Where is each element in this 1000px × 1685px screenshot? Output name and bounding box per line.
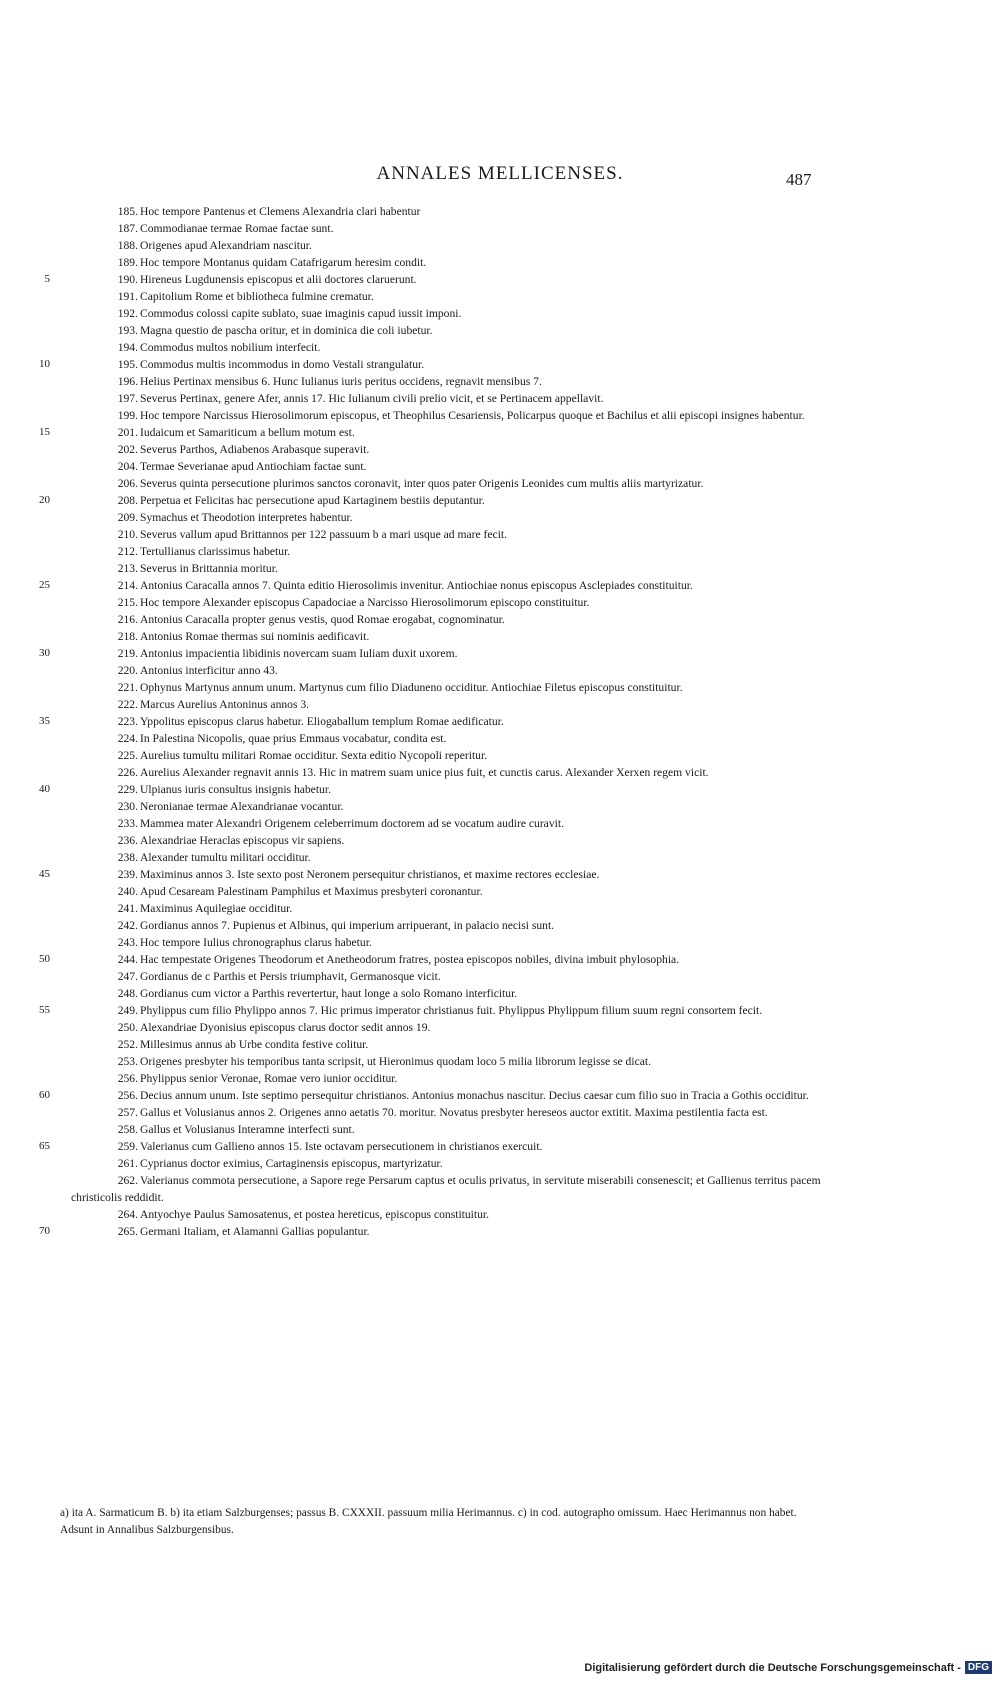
entry-text: Marcus Aurelius Antoninus annos 3. [140, 698, 310, 711]
annal-entry [0, 254, 1000, 271]
entry-year: 256. [117, 1072, 138, 1085]
dfg-logo: DFG [965, 1661, 992, 1674]
annal-entries [0, 203, 1000, 1240]
entry-text: Yppolitus episcopus clarus habetur. Eliogaballum templum Romae aedificatur. [140, 715, 504, 728]
entry-text: Mammea mater Alexandri Origenem celeberrimum doctorem ad se vocatum audire curavit. [140, 817, 564, 830]
annal-entry [0, 475, 1000, 492]
annal-entry [0, 815, 1000, 832]
annal-entry [0, 492, 1000, 509]
entry-text: Severus in Brittannia moritur. [140, 562, 278, 575]
entry-text: Maximinus annos 3. Iste sexto post Neronem persequitur christianos, et maxime rectores ecclesiae. [140, 868, 600, 881]
annal-entry [0, 1172, 1000, 1206]
annal-entry [0, 322, 1000, 339]
margin-line-number: 70 [39, 1225, 50, 1237]
entry-year: 214. [117, 579, 138, 592]
entry-year: 249. [117, 1004, 138, 1017]
entry-year: 261. [117, 1157, 138, 1170]
entry-text: Maximinus Aquilegiae occiditur. [140, 902, 293, 915]
annal-entry [0, 696, 1000, 713]
entry-year: 220. [117, 664, 138, 677]
entry-year: 257. [117, 1106, 138, 1119]
annal-entry [0, 917, 1000, 934]
entry-year: 189. [117, 256, 138, 269]
entry-text: Severus Pertinax, genere Afer, annis 17. Hic Iulianum civili prelio vicit, et se Pertinacem appellavit. [140, 392, 604, 405]
entry-year: 247. [117, 970, 138, 983]
entry-year: 185. [117, 205, 138, 218]
entry-text: Antonius Caracalla annos 7. Quinta editio Hierosolimis invenitur. Antiochiae nonus episcopus Asclepiades constituitur. [140, 579, 693, 592]
entry-text: Antyochye Paulus Samosatenus, et postea hereticus, episcopus constituitur. [140, 1208, 490, 1221]
footnotes: a) ita A. Sarmaticum B. b) ita etiam Salzburgenses; passus B. CXXXII. passuum milia Herimannus. c) in cod. autographo omissum. Haec Herimannus non habet. Adsunt in Annalibus Salzburgensibus. [60, 1507, 797, 1536]
entry-text: Aurelius tumultu militari Romae occiditur. Sexta editio Nycopoli reperitur. [140, 749, 488, 762]
entry-year: 188. [117, 239, 138, 252]
annal-entry [0, 849, 1000, 866]
entry-text: Hac tempestate Origenes Theodorum et Anetheodorum fratres, postea episcopos nobiles, divina imbuit phylosophia. [140, 953, 680, 966]
entry-year: 210. [117, 528, 138, 541]
entry-text: Gordianus annos 7. Pupienus et Albinus, qui imperium arripuerant, in palacio necisi sunt. [140, 919, 555, 932]
entry-year: 248. [117, 987, 138, 1000]
entry-text: Tertullianus clarissimus habetur. [140, 545, 291, 558]
entry-text: Antonius impacientia libidinis novercam suam Iuliam duxit uxorem. [140, 647, 458, 660]
annal-entry [0, 679, 1000, 696]
entry-year: 250. [117, 1021, 138, 1034]
entry-year: 242. [117, 919, 138, 932]
entry-text: Alexandriae Dyonisius episcopus clarus doctor sedit annos 19. [140, 1021, 431, 1034]
entry-text: Severus vallum apud Brittannos per 122 passuum b a mari usque ad mare fecit. [140, 528, 508, 541]
entry-text: Germani Italiam, et Alamanni Gallias populantur. [140, 1225, 370, 1238]
entry-year: 265. [117, 1225, 138, 1238]
running-head-title: ANNALES MELLICENSES. [376, 163, 624, 184]
entry-year: 191. [117, 290, 138, 303]
entry-text: Commodianae termae Romae factae sunt. [140, 222, 334, 235]
annal-entry [0, 288, 1000, 305]
entry-year: 215. [117, 596, 138, 609]
margin-line-number: 30 [39, 647, 50, 659]
entry-text: Hoc tempore Pantenus et Clemens Alexandria clari habentur [140, 205, 421, 218]
entry-year: 222. [117, 698, 138, 711]
entry-year: 196. [117, 375, 138, 388]
annal-entry [0, 747, 1000, 764]
entry-year: 258. [117, 1123, 138, 1136]
entry-year: 206. [117, 477, 138, 490]
entry-text: Hoc tempore Alexander episcopus Capadociae a Narcisso Hierosolimorum episcopo constituitur. [140, 596, 590, 609]
annal-entry [0, 832, 1000, 849]
digitization-credit [584, 1661, 992, 1674]
entry-text: Ulpianus iuris consultus insignis habetur. [140, 783, 331, 796]
entry-year: 256. [117, 1089, 138, 1102]
entry-text: Capitolium Rome et bibliotheca fulmine crematur. [140, 290, 374, 303]
entry-text: Iudaicum et Samariticum a bellum motum est. [140, 426, 355, 439]
entry-year: 192. [117, 307, 138, 320]
annal-entry [0, 237, 1000, 254]
margin-line-number: 15 [39, 426, 50, 438]
annal-entry [0, 798, 1000, 815]
entry-year: 194. [117, 341, 138, 354]
annal-entry [0, 526, 1000, 543]
entry-text: Aurelius Alexander regnavit annis 13. Hic in matrem suam unice pius fuit, et cunctis carus. Alexander Xerxen regem vicit. [140, 766, 709, 779]
entry-year: 229. [117, 783, 138, 796]
annal-entry [0, 883, 1000, 900]
annal-entry [0, 1019, 1000, 1036]
entry-year: 197. [117, 392, 138, 405]
entry-text: Cyprianus doctor eximius, Cartaginensis episcopus, martyrizatur. [140, 1157, 443, 1170]
entry-text: Gallus et Volusianus annos 2. Origenes anno aetatis 70. moritur. Novatus presbyter hereseos auctor extitit. Maxima pestilentia facta est. [140, 1106, 768, 1119]
margin-line-number: 55 [39, 1004, 50, 1016]
entry-year: 239. [117, 868, 138, 881]
annal-entry [0, 390, 1000, 407]
entry-year: 213. [117, 562, 138, 575]
entry-year: 223. [117, 715, 138, 728]
annal-entry [0, 305, 1000, 322]
entry-text: Hoc tempore Montanus quidam Catafrigarum heresim condit. [140, 256, 427, 269]
entry-text: Severus quinta persecutione plurimos sanctos coronavit, inter quos pater Origenis Leonides cum multis aliis martyrizatur. [140, 477, 704, 490]
entry-year: 253. [117, 1055, 138, 1068]
entry-text: Commodus colossi capite sublato, suae imaginis capud iussit imponi. [140, 307, 462, 320]
annal-entry [0, 594, 1000, 611]
annal-entry [0, 1002, 1000, 1019]
entry-text: Hoc tempore Iulius chronographus clarus habetur. [140, 936, 372, 949]
annal-entry [0, 271, 1000, 288]
entry-year: 221. [117, 681, 138, 694]
entry-year: 244. [117, 953, 138, 966]
margin-line-number: 65 [39, 1140, 50, 1152]
entry-year: 236. [117, 834, 138, 847]
margin-line-number: 35 [39, 715, 50, 727]
entry-text: Gallus et Volusianus Interamne interfecti sunt. [140, 1123, 355, 1136]
entry-year: 230. [117, 800, 138, 813]
entry-year: 216. [117, 613, 138, 626]
entry-year: 218. [117, 630, 138, 643]
annal-entry [0, 662, 1000, 679]
margin-line-number: 10 [39, 358, 50, 370]
entry-text: Symachus et Theodotion interpretes habentur. [140, 511, 353, 524]
annal-entry [0, 900, 1000, 917]
entry-year: 212. [117, 545, 138, 558]
entry-year: 190. [117, 273, 138, 286]
entry-year: 226. [117, 766, 138, 779]
entry-text: Severus Parthos, Adiabenos Arabasque superavit. [140, 443, 370, 456]
entry-text: Hireneus Lugdunensis episcopus et alii doctores claruerunt. [140, 273, 417, 286]
entry-year: 193. [117, 324, 138, 337]
credit-text: Digitalisierung gefördert durch die Deutsche Forschungsgemeinschaft - [584, 1661, 961, 1674]
annal-entry [0, 781, 1000, 798]
entry-text: Neronianae termae Alexandrianae vocantur. [140, 800, 344, 813]
entry-year: 209. [117, 511, 138, 524]
entry-text: Phylippus senior Veronae, Romae vero iunior occiditur. [140, 1072, 398, 1085]
entry-text: Termae Severianae apud Antiochiam factae sunt. [140, 460, 367, 473]
entry-text: Antonius Caracalla propter genus vestis, quod Romae erogabat, cognominatur. [140, 613, 505, 626]
annal-entry [0, 509, 1000, 526]
annal-entry [0, 1036, 1000, 1053]
margin-line-number: 60 [39, 1089, 50, 1101]
annal-entry [0, 713, 1000, 730]
annal-entry [0, 560, 1000, 577]
annal-entry [0, 1104, 1000, 1121]
margin-line-number: 5 [44, 273, 50, 285]
annal-entry [0, 866, 1000, 883]
entry-text: Valerianus commota persecutione, a Sapore rege Persarum captus et oculis privatus, in servitute miserabili consenescit; et Gallienus territus pacem christicolis reddidit. [71, 1174, 821, 1204]
page-number: 487 [786, 170, 812, 189]
entry-year: 202. [117, 443, 138, 456]
annal-entry [0, 220, 1000, 237]
entry-text: Alexander tumultu militari occiditur. [140, 851, 311, 864]
annal-entry [0, 951, 1000, 968]
entry-text: Gordianus de c Parthis et Persis triumphavit, Germanosque vicit. [140, 970, 441, 983]
entry-year: 240. [117, 885, 138, 898]
annal-entry [0, 356, 1000, 373]
entry-text: Origenes apud Alexandriam nascitur. [140, 239, 312, 252]
annal-entry [0, 577, 1000, 594]
annal-entry [0, 1206, 1000, 1223]
entry-text: Apud Cesaream Palestinam Pamphilus et Maximus presbyteri coronantur. [140, 885, 483, 898]
entry-year: 233. [117, 817, 138, 830]
margin-line-number: 45 [39, 868, 50, 880]
annal-entry [0, 645, 1000, 662]
entry-text: Phylippus cum filio Phylippo annos 7. Hic primus imperator christianus fuit. Phylippus Phylippum filium suum regni consortem fecit. [140, 1004, 763, 1017]
annal-entry [0, 764, 1000, 781]
entry-year: 262. [117, 1174, 138, 1187]
entry-year: 259. [117, 1140, 138, 1153]
entry-year: 241. [117, 902, 138, 915]
margin-line-number: 25 [39, 579, 50, 591]
entry-text: Origenes presbyter his temporibus tanta scripsit, ut Hieronimus quodam loco 5 milia librorum legisse se dicat. [140, 1055, 651, 1068]
entry-text: Commodus multis incommodus in domo Vestali strangulatur. [140, 358, 425, 371]
annal-entry [0, 458, 1000, 475]
entry-year: 187. [117, 222, 138, 235]
entry-text: Magna questio de pascha oritur, et in dominica die coli iubetur. [140, 324, 433, 337]
entry-year: 252. [117, 1038, 138, 1051]
annal-entry [0, 730, 1000, 747]
annal-entry [0, 203, 1000, 220]
entry-text: In Palestina Nicopolis, quae prius Emmaus vocabatur, condita est. [140, 732, 447, 745]
entry-text: Ophynus Martynus annum unum. Martynus cum filio Diaduneno occiditur. Antiochiae Filetus episcopus constituitur. [140, 681, 683, 694]
annal-entry [0, 1155, 1000, 1172]
entry-year: 201. [117, 426, 138, 439]
annal-entry [0, 628, 1000, 645]
entry-year: 238. [117, 851, 138, 864]
entry-text: Hoc tempore Narcissus Hierosolimorum episcopus, et Theophilus Cesariensis, Policarpus quoque et Bachilus et alii episcopi insignes habentur. [140, 409, 805, 422]
entry-text: Decius annum unum. Iste septimo persequitur christianos. Antonius monachus nascitur. Decius caesar cum filio suo in Tracia a Gothis occiditur. [140, 1089, 809, 1102]
annal-entry [0, 985, 1000, 1002]
entry-year: 199. [117, 409, 138, 422]
annal-entry [0, 407, 1000, 424]
entry-year: 195. [117, 358, 138, 371]
annal-entry [0, 543, 1000, 560]
entry-text: Millesimus annus ab Urbe condita festive colitur. [140, 1038, 369, 1051]
entry-year: 243. [117, 936, 138, 949]
margin-line-number: 20 [39, 494, 50, 506]
annal-entry [0, 1223, 1000, 1240]
annal-entry [0, 441, 1000, 458]
annal-entry [0, 373, 1000, 390]
entry-year: 204. [117, 460, 138, 473]
entry-year: 225. [117, 749, 138, 762]
entry-text: Antonius interficitur anno 43. [140, 664, 278, 677]
entry-text: Helius Pertinax mensibus 6. Hunc Iulianus iuris peritus occidens, regnavit mensibus 7. [140, 375, 542, 388]
entry-text: Perpetua et Felicitas hac persecutione apud Kartaginem bestiis deputantur. [140, 494, 485, 507]
annal-entry [0, 1121, 1000, 1138]
margin-line-number: 50 [39, 953, 50, 965]
entry-text: Antonius Romae thermas sui nominis aedificavit. [140, 630, 370, 643]
entry-year: 224. [117, 732, 138, 745]
entry-text: Alexandriae Heraclas episcopus vir sapiens. [140, 834, 345, 847]
annal-entry [0, 968, 1000, 985]
entry-text: Gordianus cum victor a Parthis revertertur, haut longe a solo Romano interficitur. [140, 987, 518, 1000]
annal-entry [0, 1138, 1000, 1155]
annal-entry [0, 1053, 1000, 1070]
annal-entry [0, 611, 1000, 628]
annal-entry [0, 424, 1000, 441]
annal-entry [0, 934, 1000, 951]
annal-entry [0, 1070, 1000, 1087]
entry-year: 264. [117, 1208, 138, 1221]
entry-year: 219. [117, 647, 138, 660]
annal-entry [0, 339, 1000, 356]
entry-text: Commodus multos nobilium interfecit. [140, 341, 321, 354]
entry-text: Valerianus cum Gallieno annos 15. Iste octavam persecutionem in christianos exercuit. [140, 1140, 543, 1153]
annal-entry [0, 1087, 1000, 1104]
entry-year: 208. [117, 494, 138, 507]
margin-line-number: 40 [39, 783, 50, 795]
